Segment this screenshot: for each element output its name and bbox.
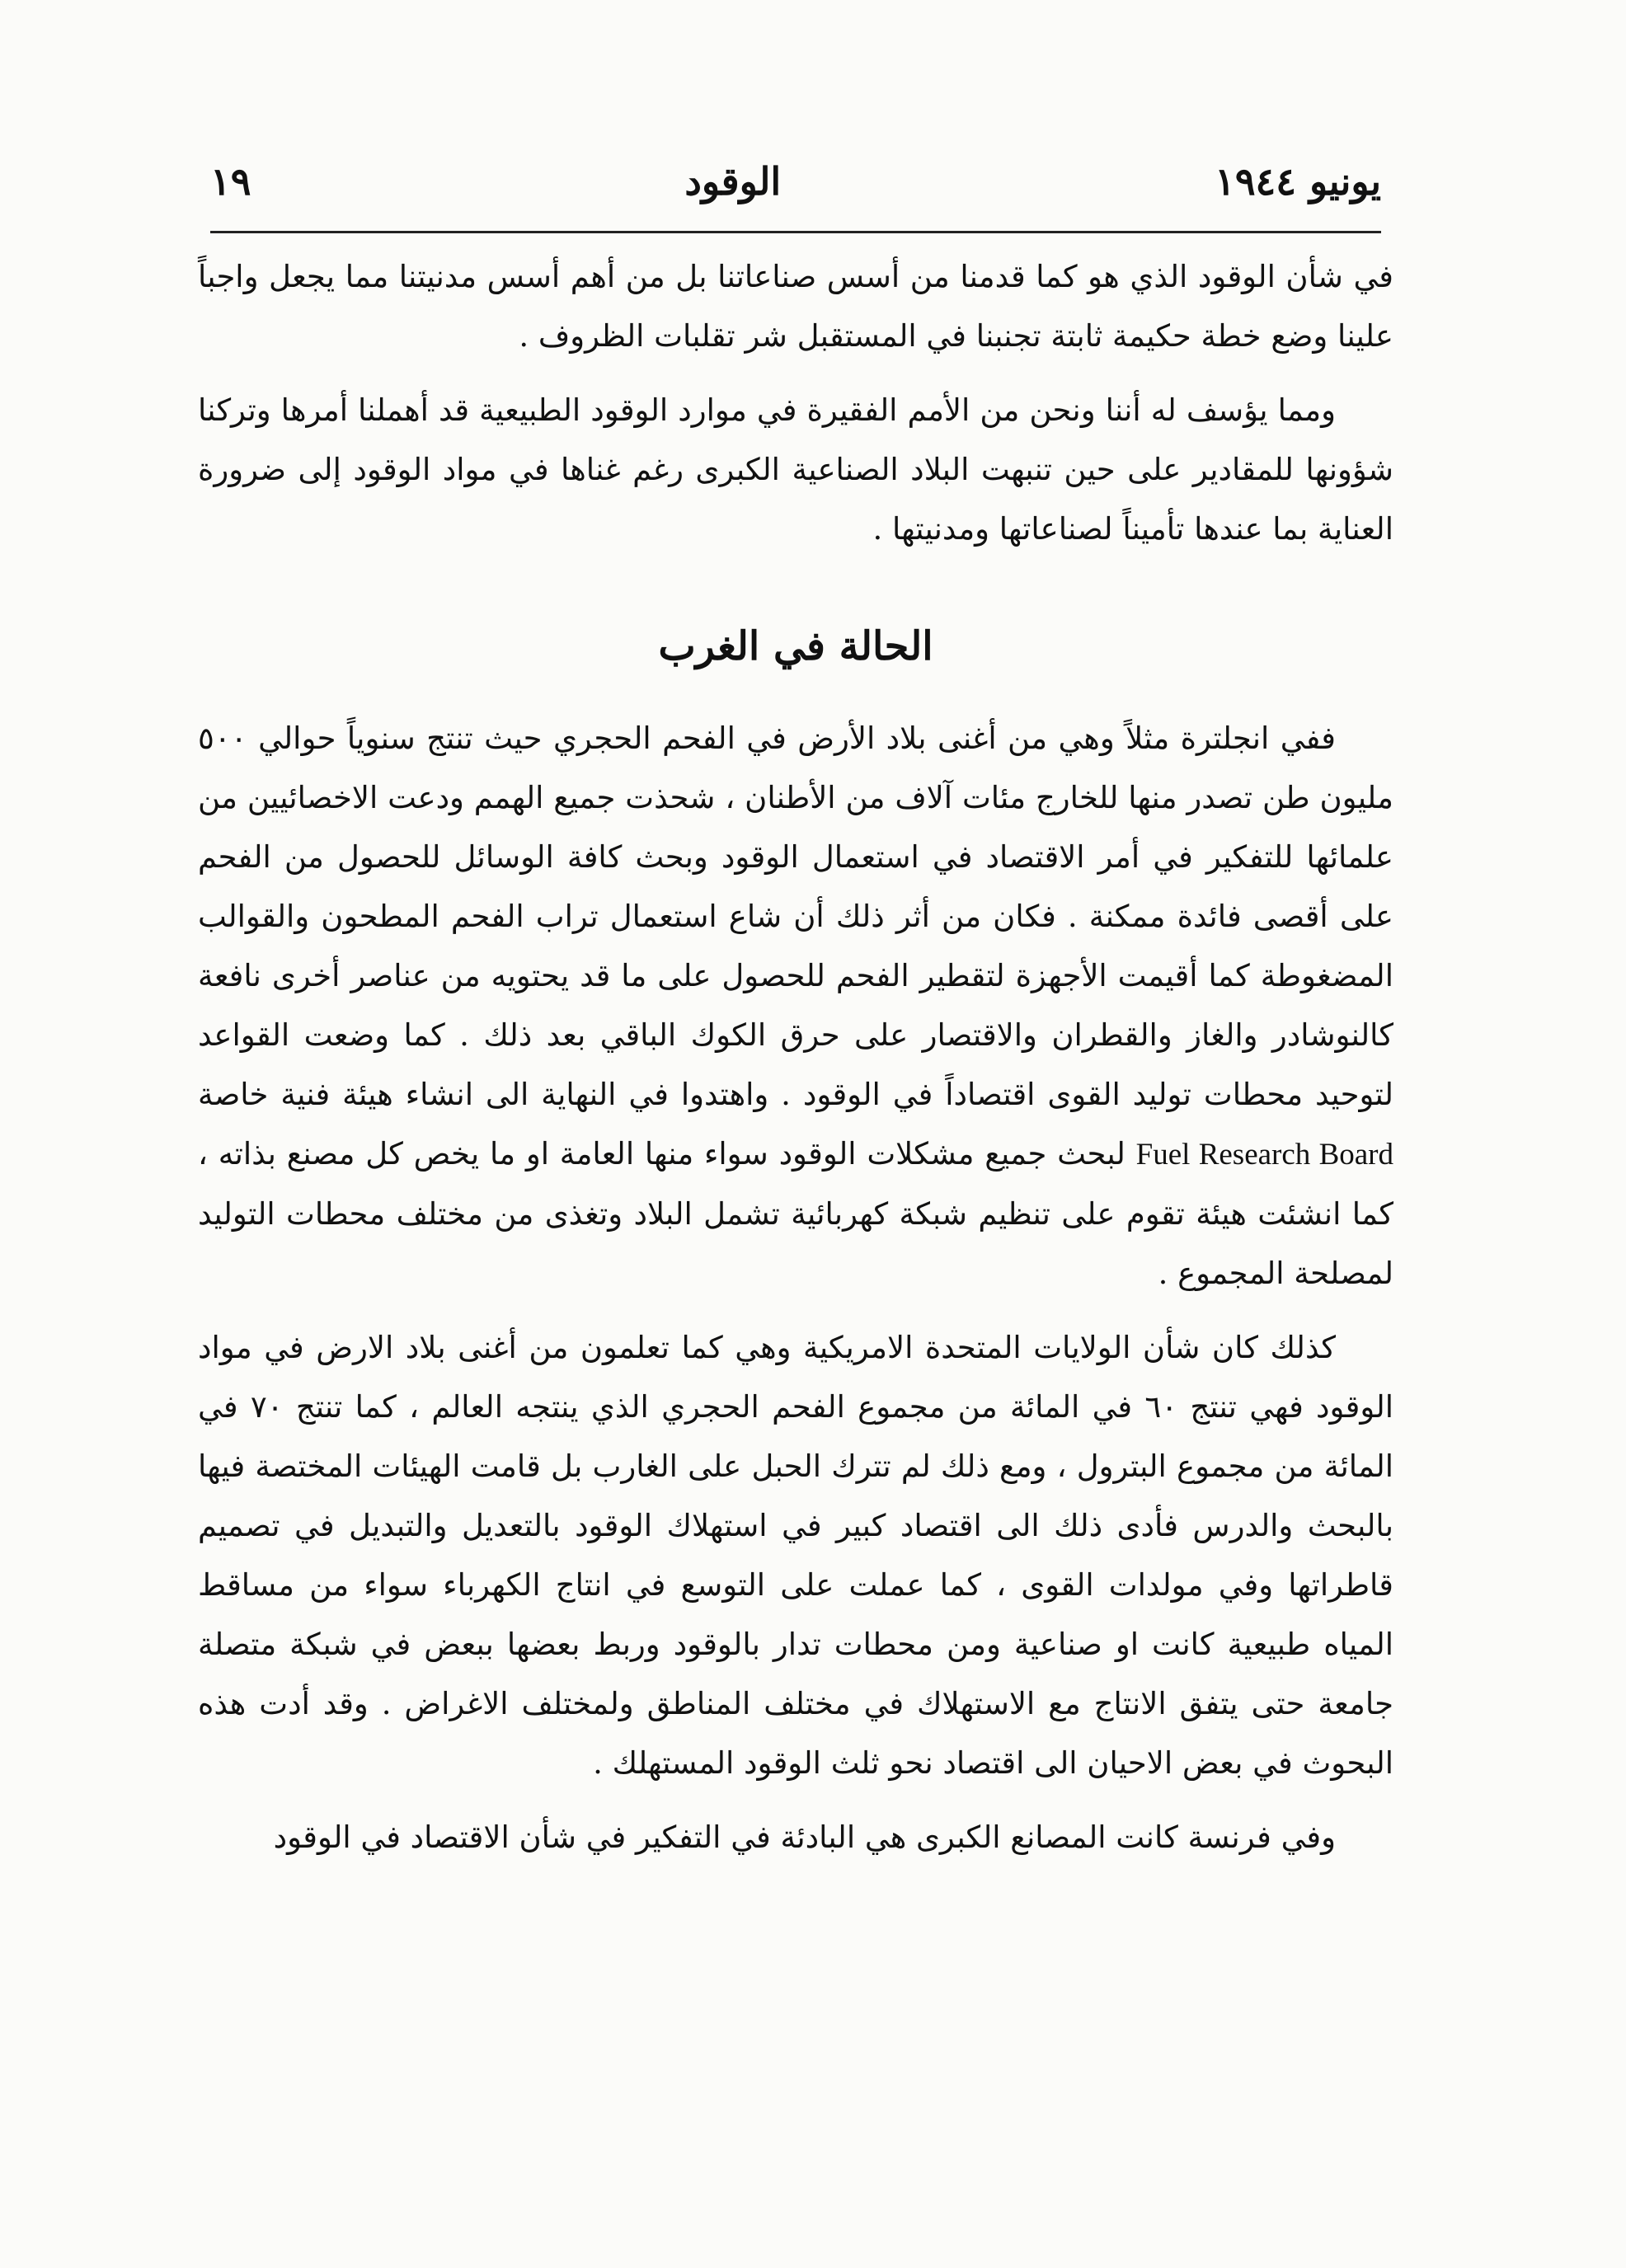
paragraph-england-text-before: ففي انجلترة مثلاً وهي من أغنى بلاد الأرض في الفحم الحجري حيث تنتج سنوياً حوالي ٥٠٠ مليون طن تصدر منها للخارج مئات آلاف من الأطنان ، شحذت جميع الهمم ودعت الاخصائيين من علمائها للتفكير في أمر الاقتصاد في استعمال الوقود وبحث كافة الوسائل للحصول من الفحم على أقصى فائدة ممكنة . فكان من أثر ذلك أن شاع استعمال تراب الفحم المطحون والقوالب المضغوطة كما أقيمت الأجهزة لتقطير الفحم للحصول على ما قد يحتويه من عناصر أخرى نافعة كالنوشادر والغاز والقطران والاقتصار على حرق الكوك الباقي بعد ذلك . كما وضعت القواعد لتوحيد محطات توليد القوى اقتصاداً في الوقود . واهتدوا في النهاية الى انشاء هيئة فنية خاصة [198,721,1393,1112]
paragraph-continuation: في شأن الوقود الذي هو كما قدمنا من أسس صناعاتنا بل من أهم أسس مدنيتنا مما يجعل واجباً علينا وضع خطة حكيمة ثابتة تجنبنا في المستقبل شر تقلبات الظروف . [198,259,1393,354]
page-header [210,144,1381,218]
fuel-research-board-name: Fuel Research Board [1135,1138,1393,1172]
paragraph-france: وفي فرنسة كانت المصانع الكبرى هي البادئة في التفكير في شأن الاقتصاد في الوقود [273,1820,1336,1855]
page-number: ١٩ [210,159,251,204]
paragraph-england-text-after: لبحث جميع مشكلات الوقود سواء منها العامة او ما يخص كل مصنع بذاته ، كما انشئت هيئة تقوم على تنظيم شبكة كهربائية تشمل البلاد وتغذى من مختلف محطات التوليد لمصلحة المجموع . [198,1136,1393,1291]
article-body [198,247,1393,1867]
paragraph-usa: كذلك كان شأن الولايات المتحدة الامريكية وهي كما تعلمون من أغنى بلاد الارض في مواد الوقود فهي تنتج ٦٠ في المائة من مجموع الفحم الحجري الذي ينتجه العالم ، كما تنتج ٧٠ في المائة من مجموع البترول ، ومع ذلك لم تترك الحبل على الغارب بل قامت الهيئات المختصة فيها بالبحث والدرس فأدى ذلك الى اقتصاد كبير في استهلاك الوقود بالتعديل والتبديل في تصميم قاطراتها وفي مولدات القوى ، كما عملت على التوسع في انتاج الكهرباء سواء من مساقط المياه طبيعية كانت او صناعية ومن محطات تدار بالوقود وربط بعضها ببعض في شبكة متصلة جامعة حتى يتفق الانتاج مع الاستهلاك في مختلف المناطق ولمختلف الاغراض . وقد أدت هذه البحوث في بعض الاحيان الى اقتصاد نحو ثلث الوقود المستهلك . [198,1330,1393,1781]
header-rule [210,231,1381,233]
paragraph-england [198,709,1393,1303]
header-title: الوقود [684,159,782,204]
paragraph-intro: ومما يؤسف له أننا ونحن من الأمم الفقيرة في موارد الوقود الطبيعية قد أهملنا أمرها وتركنا شؤونها للمقادير على حين تنبهت البلاد الصناعية الكبرى رغم غناها في مواد الوقود إلى ضرورة العناية بما عندها تأميناً لصناعاتها ومدنيتها . [198,392,1393,547]
section-title: الحالة في الغرب [658,623,933,669]
header-date: يونيو ١٩٤٤ [1215,159,1381,204]
